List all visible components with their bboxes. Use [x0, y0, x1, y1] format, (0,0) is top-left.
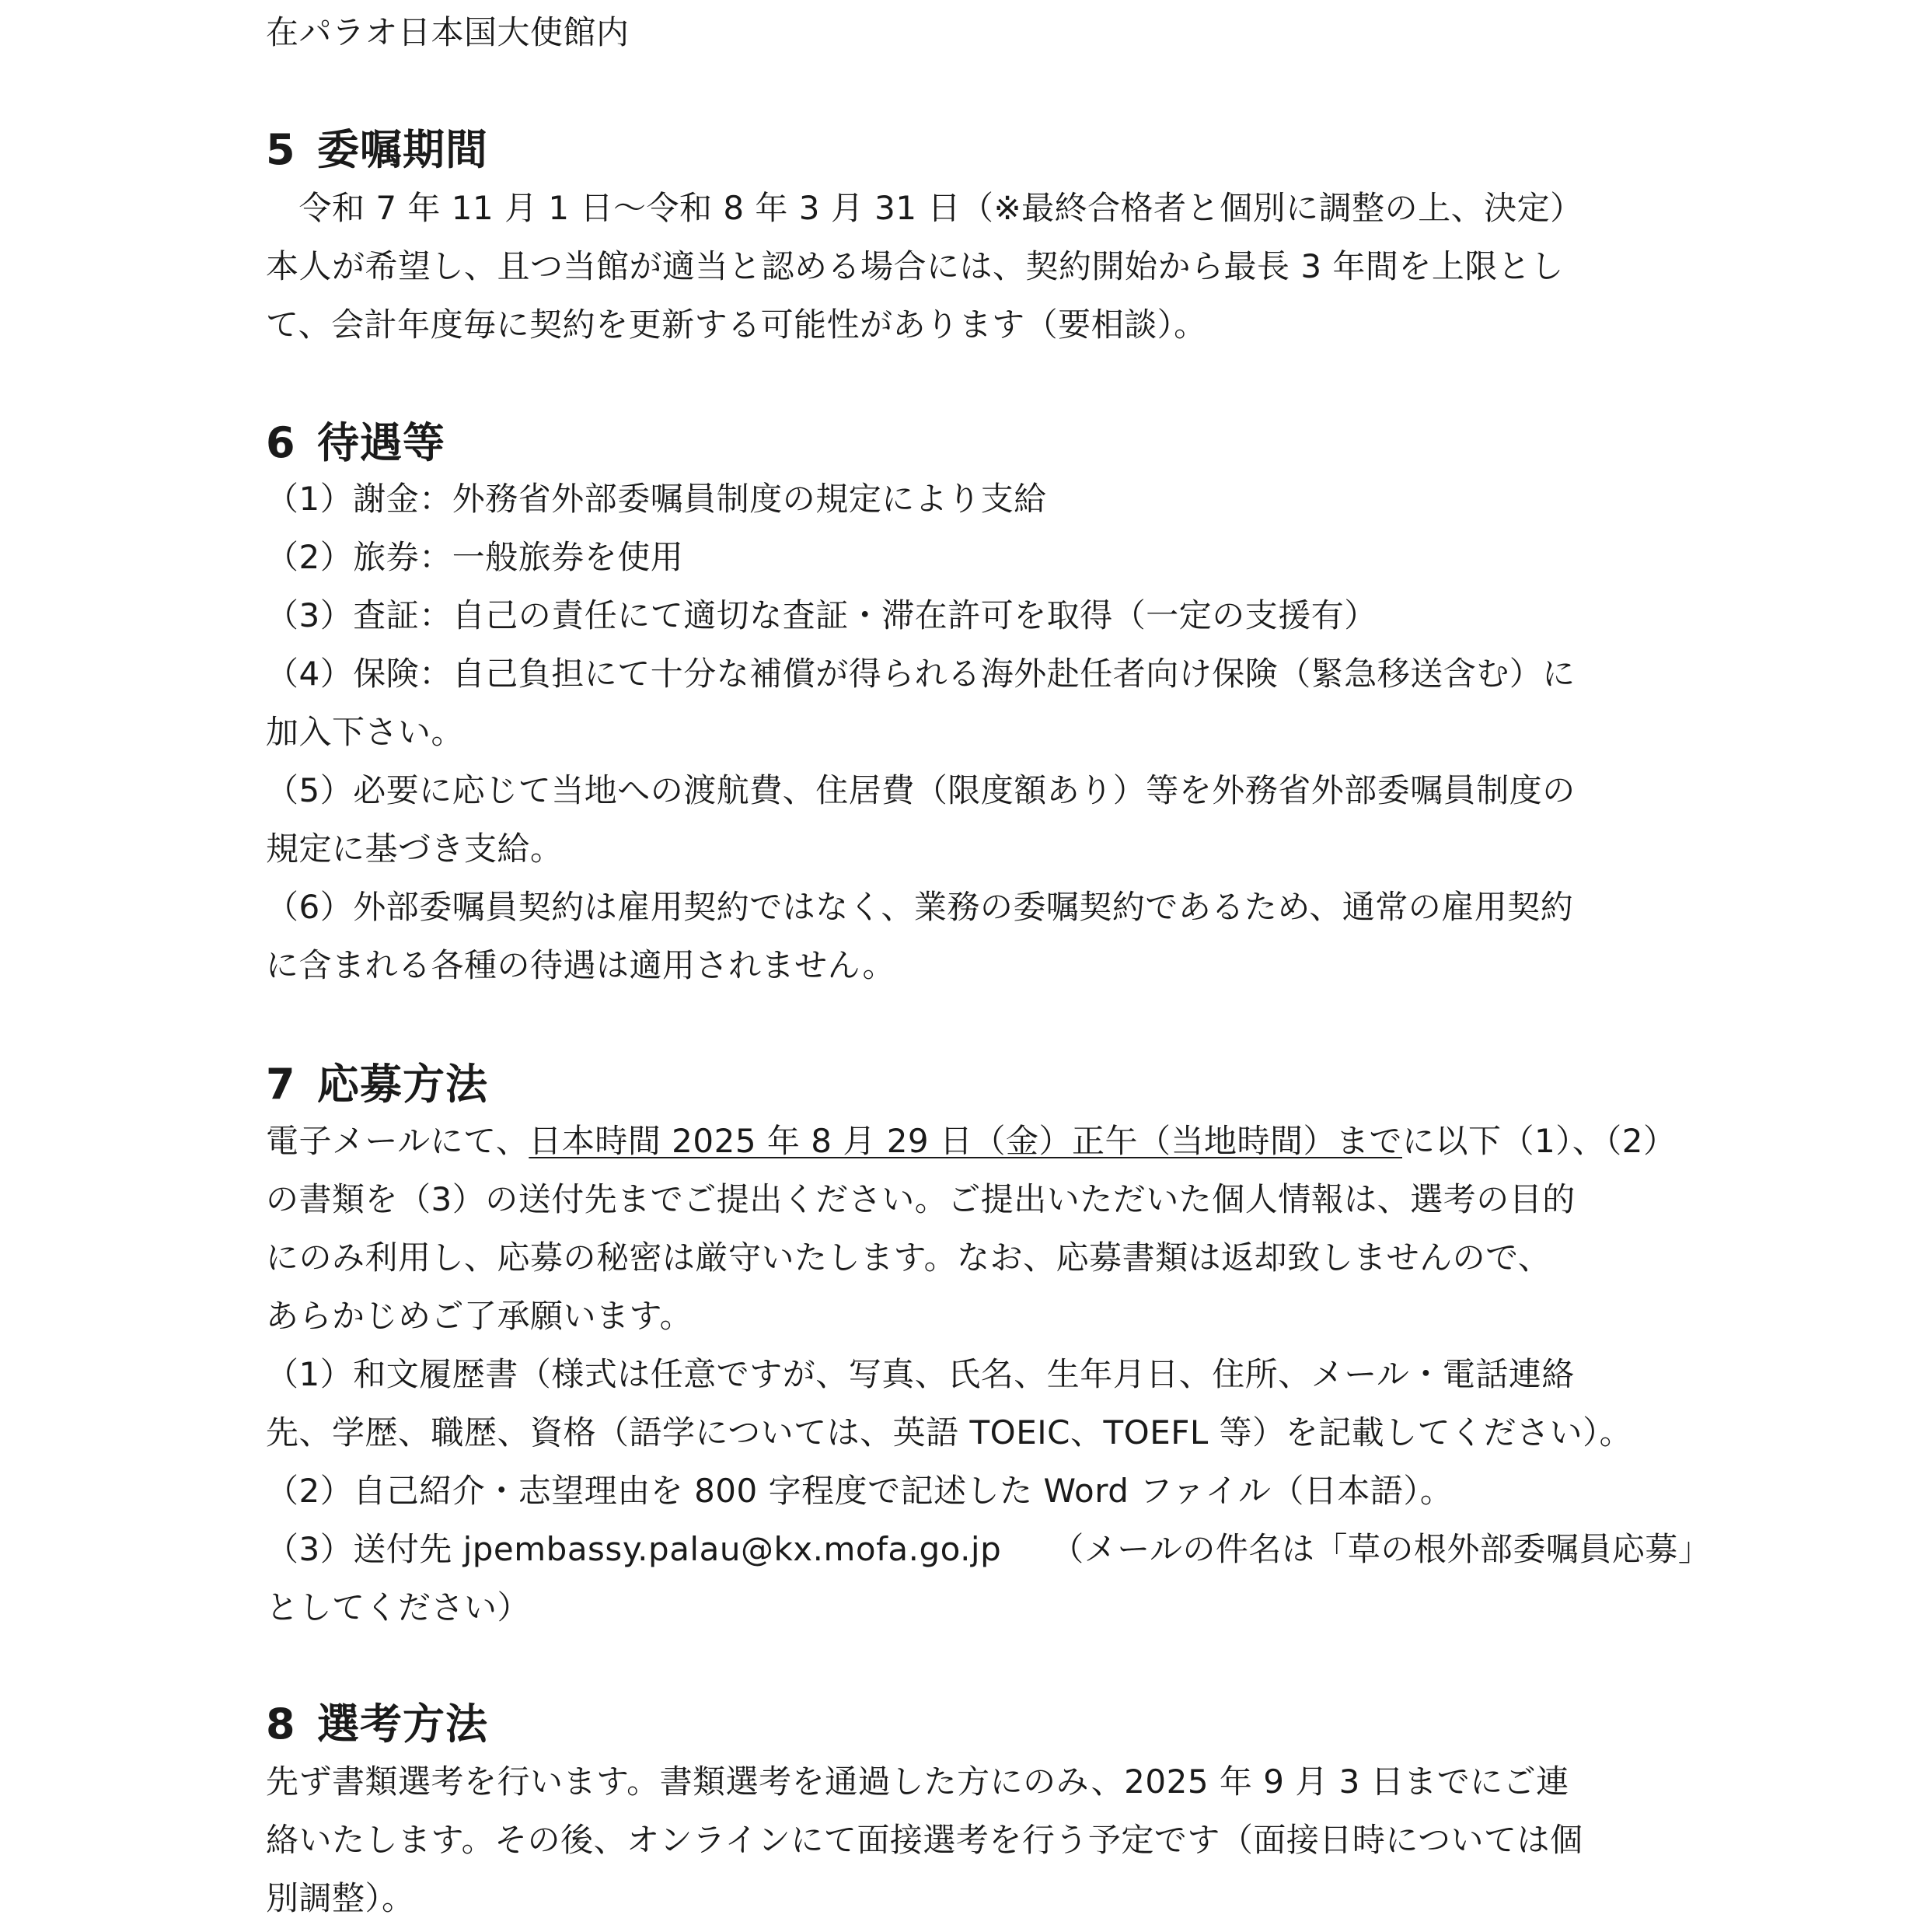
section-7-first-line	[266, 1120, 1676, 1163]
section-6-line: （1）謝金：外務省外部委嘱員制度の規定により支給	[266, 480, 1047, 518]
section-6-line: （3）査証：自己の責任にて適切な査証・滞在許可を取得（一定の支援有）	[266, 596, 1377, 634]
deadline-outro: に以下（1）、（2）	[1402, 1122, 1677, 1160]
section-6-line: 規定に基づき支給。	[266, 830, 564, 868]
section-8-heading	[266, 1697, 488, 1752]
deadline-intro: 電子メールにて、	[266, 1122, 529, 1160]
section-6-line: （5）必要に応じて当地への渡航費、住居費（限度額あり）等を外務省外部委嘱員制度の	[266, 771, 1576, 809]
section-5-line: 本人が希望し、且つ当館が適当と認める場合には、契約開始から最長 3 年間を上限とし	[266, 247, 1564, 285]
section-number: 8	[266, 1700, 296, 1749]
section-6-line: 加入下さい。	[266, 713, 465, 751]
location-text: 在パラオ日本国大使館内	[266, 13, 630, 51]
section-7-line: （3）送付先 jpembassy.palau@kx.mofa.go.jp （メールの件名は「草の根外部委嘱員応募」	[266, 1530, 1712, 1568]
section-7-line: にのみ利用し、応募の秘密は厳守いたします。なお、応募書類は返却致しませんので、	[266, 1239, 1551, 1277]
section-title: 委嘱期間	[317, 125, 488, 174]
section-5-line: 令和 7 年 11 月 1 日～令和 8 年 3 月 31 日（※最終合格者と個別に調整の上、決定）	[266, 189, 1583, 227]
section-5-line: て、会計年度毎に契約を更新する可能性があります（要相談）。	[266, 306, 1207, 344]
section-7-line: としてください）	[266, 1588, 531, 1626]
section-number: 7	[266, 1060, 296, 1109]
section-7-line: （2）自己紹介・志望理由を 800 字程度で記述した Word ファイル（日本語）。	[266, 1472, 1454, 1510]
section-7-heading	[266, 1057, 488, 1112]
section-8-line: 別調整）。	[266, 1879, 415, 1917]
section-6-line: （6）外部委嘱員契約は雇用契約ではなく、業務の委嘱契約であるため、通常の雇用契約	[266, 888, 1574, 926]
section-6-line: （2）旅券：一般旅券を使用	[266, 538, 684, 576]
section-number: 6	[266, 418, 296, 467]
section-6-line: に含まれる各種の待遇は適用されません。	[266, 946, 896, 984]
section-6-heading	[266, 416, 445, 470]
section-5-heading	[266, 123, 488, 177]
deadline-underlined: 日本時間 2025 年 8 月 29 日（金）正午（当地時間）まで	[529, 1122, 1402, 1160]
section-8-line: 先ず書類選考を行います。書類選考を通過した方にのみ、2025 年 9 月 3 日までにご連	[266, 1763, 1569, 1801]
section-title: 待遇等	[317, 418, 445, 467]
section-number: 5	[266, 125, 296, 174]
section-title: 応募方法	[317, 1060, 488, 1109]
section-7-line: 先、学歴、職歴、資格（語学については、英語 TOEIC、TOEFL 等）を記載してください）。	[266, 1413, 1633, 1452]
section-8-line: 絡いたします。その後、オンラインにて面接選考を行う予定です（面接日時については個	[266, 1821, 1583, 1859]
section-7-line: あらかじめご了承願います。	[266, 1297, 693, 1335]
section-7-line: の書類を（3）の送付先までご提出ください。ご提出いただいた個人情報は、選考の目的	[266, 1180, 1576, 1218]
section-6-line: （4）保険：自己負担にて十分な補償が得られる海外赴任者向け保険（緊急移送含む）に	[266, 655, 1576, 693]
section-7-line: （1）和文履歴書（様式は任意ですが、写真、氏名、生年月日、住所、メール・電話連絡	[266, 1355, 1575, 1393]
section-title: 選考方法	[317, 1700, 488, 1749]
